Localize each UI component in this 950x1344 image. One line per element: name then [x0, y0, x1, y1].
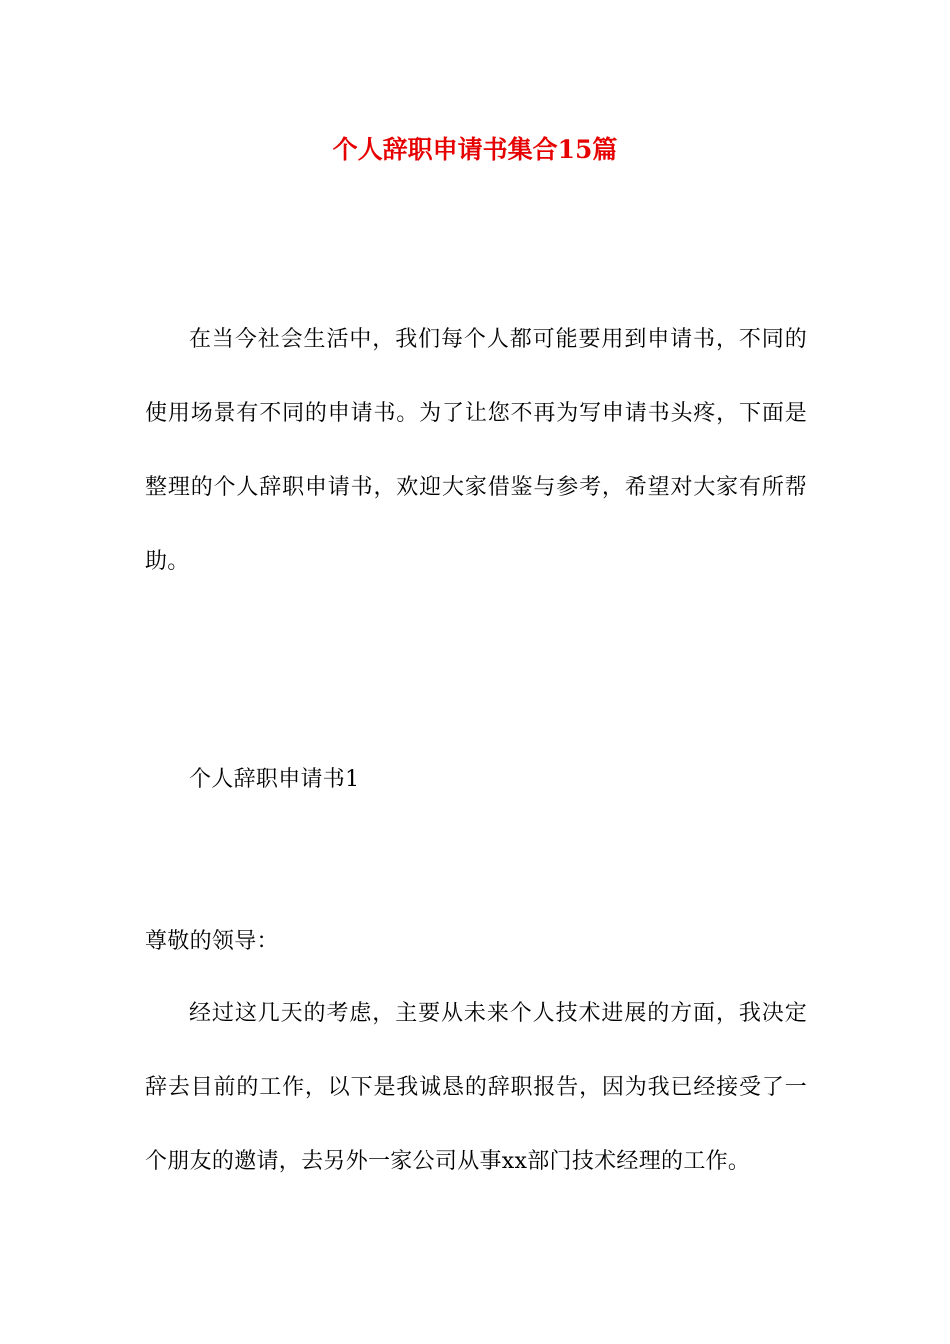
section-heading: 个人辞职申请书1 [189, 767, 360, 792]
salutation: 尊敬的领导： [145, 929, 279, 954]
document-title: 个人辞职申请书集合15篇 [332, 135, 618, 164]
intro-paragraph: 在当今社会生活中，我们每个人都可能要用到申请书，不同的使用场景有不同的申请书。为了让您不再为写申请书头疼，下面是整理的个人辞职申请书，欢迎大家借鉴与参考，希望对大家有所帮助。 [145, 327, 807, 574]
body-paragraph-1: 经过这几天的考虑，主要从未来个人技术进展的方面，我决定辞去目前的工作，以下是我诚恳的辞职报告，因为我已经接受了一个朋友的邀请，去另外一家公司从事xx部门技术经理的工作。 [145, 1001, 807, 1174]
